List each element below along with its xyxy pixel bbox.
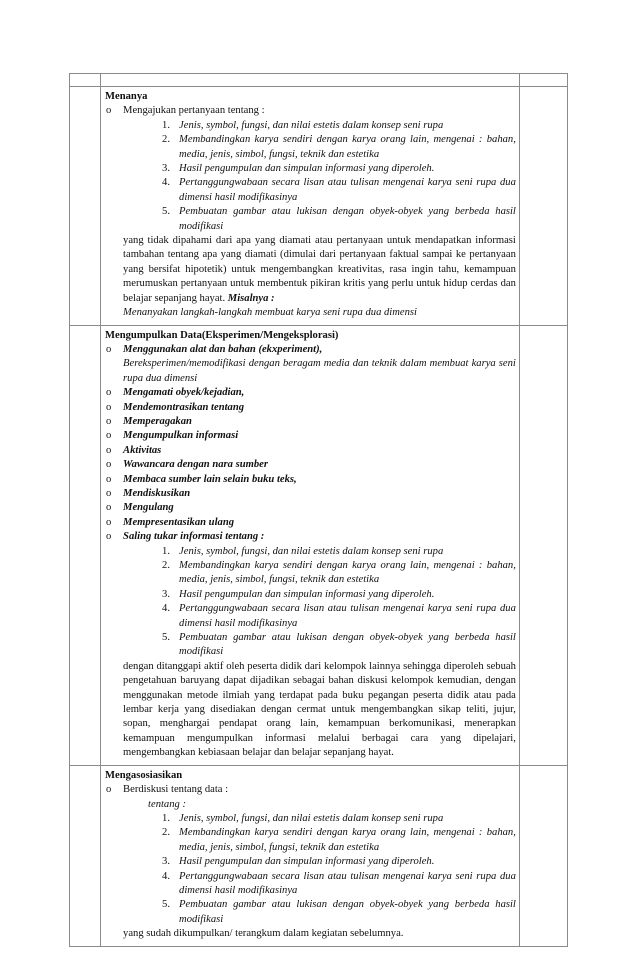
table-spacer-row bbox=[70, 74, 568, 87]
list-item: 1. Jenis, symbol, fungsi, dan nilai estetis dalam konsep seni rupa bbox=[162, 545, 444, 557]
list-item: 3. Hasil pengumpulan dan simpulan informasi yang diperoleh. bbox=[162, 856, 435, 868]
body-paragraph: yang tidak dipahami dari apa yang diamati atau pertanyaan untuk mendapatkan informasi tambahan tentang apa yang diamati (dimulai dari pertanyaan faktual sampai ke pertanyaan yang bersifat hipotetik) untuk mengembangkan kreativitas, rasa ingin tahu, kemampuan merumuskan pertanyaan untuk membentuk pikiran kritis yang perlu untuk hidup cerdas dan belajar sepanjang hayat. Misalnya : bbox=[123, 235, 516, 304]
section-mengumpulkan-data bbox=[70, 325, 568, 765]
bullet-item: o Aktivitas bbox=[105, 444, 516, 458]
sub-label: tentang : bbox=[148, 798, 186, 810]
list-item: 3. Hasil pengumpulan dan simpulan informasi yang diperoleh. bbox=[162, 588, 435, 600]
bullet-item: o Mengulang bbox=[105, 501, 516, 515]
bullet-item: o Mendemontrasikan tentang bbox=[105, 401, 516, 415]
list-item: 5. Pembuatan gambar atau lukisan dengan obyek-obyek yang berbeda hasil modifikasi bbox=[162, 899, 516, 925]
list-item: 3. Hasil pengumpulan dan simpulan informasi yang diperoleh. bbox=[162, 163, 435, 175]
bullet-item: o Memperagakan bbox=[105, 415, 516, 429]
example-text: Menanyakan langkah-langkah membuat karya seni rupa dua dimensi bbox=[123, 307, 417, 319]
bullet-item: o Berdiskusi tentang data : bbox=[105, 783, 516, 797]
body-paragraph: dengan ditanggapi aktif oleh peserta didik dari kelompok lainnya sehingga diperoleh sebuah pengetahuan baruyang dapat dijadikan sebagai bahan diskusi kelompok kemudian, dengan menggunakan metode ilmiah yang terdapat pada buku pegangan peserta didik atau pada lembar kerja yang disediakan dengan cermat untuk mengembangkan sikap teliti, jujur, sopan, menghargai pendapat orang lain, kemampuan berkomunikasi, menerapkan kemampuan mengumpulkan informasi melalui berbagai cara yang dipelajari, mengembangkan kebiasaan belajar dan belajar sepanjang hayat. bbox=[123, 660, 516, 759]
list-item: 2. Membandingkan karya sendiri dengan karya orang lain, mengenai : bahan, media, jenis, simbol, fungsi, teknik dan estetika bbox=[162, 560, 516, 586]
bullet-detail: Bereksperimen/memodifikasi dengan beragam media dan teknik dalam membuat karya seni rupa dua dimensi bbox=[123, 358, 516, 384]
bullet-item: o Mengumpulkan informasi bbox=[105, 429, 516, 443]
lesson-table bbox=[69, 73, 568, 947]
list-item: 4. Pertanggungwabaan secara lisan atau tulisan mengenai karya seni rupa dua dimensi hasil modifikasinya bbox=[162, 603, 516, 629]
numbered-list bbox=[105, 119, 516, 234]
section-heading: Mengasosiasikan bbox=[105, 769, 183, 781]
list-item: 2. Membandingkan karya sendiri dengan karya orang lain, mengenai : bahan, media, jenis, simbol, fungsi, teknik dan estetika bbox=[162, 827, 516, 853]
bullet-item: o Menggunakan alat dan bahan (ekxperiment), bbox=[105, 343, 516, 357]
bullet-item: o Membaca sumber lain selain buku teks, bbox=[105, 473, 516, 487]
list-item: 2. Membandingkan karya sendiri dengan karya orang lain, mengenai : bahan, media, jenis, simbol, fungsi, teknik dan estetika bbox=[162, 134, 516, 160]
list-item: 1. Jenis, symbol, fungsi, dan nilai estetis dalam konsep seni rupa bbox=[162, 812, 444, 824]
bullet-item: o Wawancara dengan nara sumber bbox=[105, 458, 516, 472]
bullet-item: o Mempresentasikan ulang bbox=[105, 516, 516, 530]
list-item: 5. Pembuatan gambar atau lukisan dengan obyek-obyek yang berbeda hasil modifikasi bbox=[162, 632, 516, 658]
list-item: 4. Pertanggungwabaan secara lisan atau tulisan mengenai karya seni rupa dua dimensi hasil modifikasinya bbox=[162, 870, 516, 896]
numbered-list bbox=[105, 812, 516, 927]
bullet-item: o Mengajukan pertanyaan tentang : bbox=[105, 104, 516, 118]
bullet-item: o Saling tukar informasi tentang : bbox=[105, 530, 516, 544]
bullet-item: o Mengamati obyek/kejadian, bbox=[105, 386, 516, 400]
list-item: 1. Jenis, symbol, fungsi, dan nilai estetis dalam konsep seni rupa bbox=[162, 119, 444, 131]
list-item: 4. Pertanggungwabaan secara lisan atau tulisan mengenai karya seni rupa dua dimensi hasil modifikasinya bbox=[162, 177, 516, 203]
closing-text: yang sudah dikumpulkan/ terangkum dalam kegiatan sebelumnya. bbox=[123, 928, 404, 940]
list-item: 5. Pembuatan gambar atau lukisan dengan obyek-obyek yang berbeda hasil modifikasi bbox=[162, 206, 516, 232]
section-menanya bbox=[70, 87, 568, 326]
section-heading: Mengumpulkan Data(Eksperimen/Mengeksplorasi) bbox=[105, 329, 339, 341]
section-heading: Menanya bbox=[105, 91, 148, 102]
section-mengasosiasikan bbox=[70, 765, 568, 946]
bullet-item: o Mendiskusikan bbox=[105, 487, 516, 501]
numbered-list bbox=[105, 545, 516, 660]
example-label: Misalnya : bbox=[227, 292, 275, 304]
